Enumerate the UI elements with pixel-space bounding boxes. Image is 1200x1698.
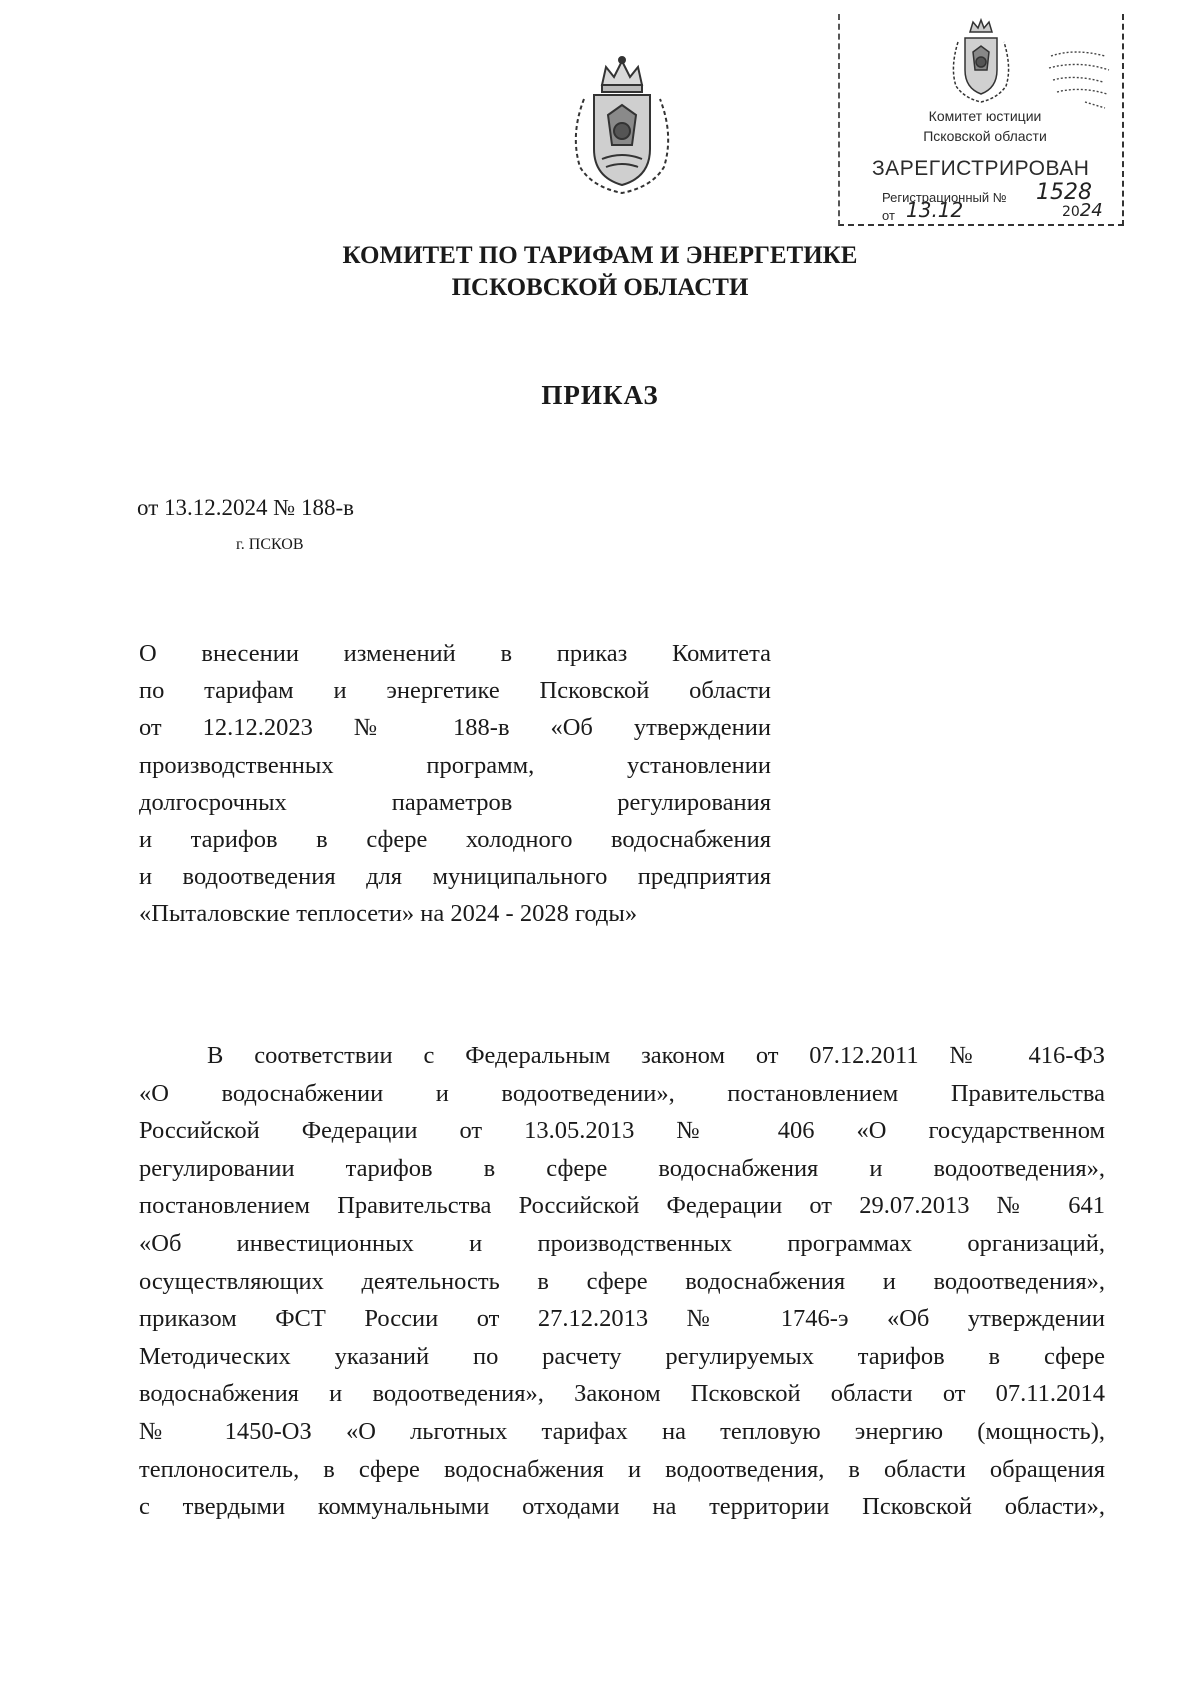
subject-line: долгосрочных параметров регулирования bbox=[139, 788, 771, 816]
body-line: теплоноситель, в сфере водоснабжения и водоотведения, в области обращения bbox=[139, 1455, 1105, 1483]
subject-line: и тарифов в сфере холодного водоснабжения bbox=[139, 825, 771, 853]
stamp-scribble-mark bbox=[1045, 44, 1113, 112]
stamp-reg-number: 1528 bbox=[1036, 180, 1092, 205]
stamp-date-label: от bbox=[882, 208, 895, 223]
body-line: Российской Федерации от 13.05.2013 № 406 «О государственном bbox=[139, 1117, 1105, 1145]
subject-line: и водоотведения для муниципального предприятия bbox=[139, 863, 771, 891]
body-line: № 1450-ОЗ «О льготных тарифах на тепловую энергию (мощность), bbox=[139, 1417, 1105, 1445]
stamp-date-value: 13.12 bbox=[906, 198, 964, 222]
subject-line: по тарифам и энергетике Псковской области bbox=[139, 677, 771, 705]
body-line: регулировании тарифов в сфере водоснабжения и водоотведения», bbox=[139, 1154, 1105, 1182]
body-line: осуществляющих деятельность в сфере водоснабжения и водоотведения», bbox=[139, 1267, 1105, 1295]
stamp-reg-label: Регистрационный № bbox=[882, 190, 1007, 205]
stamp-org-line2: Псковской области bbox=[923, 128, 1047, 144]
subject-line: от 12.12.2023 № 188-в «Об утверждении bbox=[139, 714, 771, 742]
body-line: В соответствии с Федеральным законом от 07.12.2011 № 416-ФЗ bbox=[207, 1042, 1105, 1069]
body-line: Методических указаний по расчету регулируемых тарифов в сфере bbox=[139, 1342, 1105, 1370]
subject-line: производственных программ, установлении bbox=[139, 751, 771, 779]
document-date-number: от 13.12.2024 № 188-в bbox=[137, 495, 354, 520]
org-title-line1: КОМИТЕТ ПО ТАРИФАМ И ЭНЕРГЕТИКЕ bbox=[342, 242, 858, 269]
stamp-org-line1: Комитет юстиции bbox=[928, 108, 1042, 124]
body-line: приказом ФСТ России от 27.12.2013 № 1746-э «Об утверждении bbox=[139, 1305, 1105, 1333]
organization-title bbox=[0, 240, 1200, 304]
body-line: «О водоснабжении и водоотведении», постановлением Правительства bbox=[139, 1079, 1105, 1107]
order-subject bbox=[139, 635, 771, 933]
stamp-year bbox=[1062, 200, 1103, 221]
body-line: постановлением Правительства Российской Федерации от 29.07.2013 № 641 bbox=[139, 1192, 1105, 1220]
stamp-year-prefix: 20 bbox=[1062, 204, 1080, 220]
subject-line: «Пыталовские теплосети» на 2024 - 2028 годы» bbox=[139, 900, 638, 928]
coat-of-arms-emblem bbox=[566, 55, 678, 197]
body-line: водоснабжения и водоотведения», Законом Псковской области от 07.11.2014 bbox=[139, 1380, 1105, 1408]
subject-line: О внесении изменений в приказ Комитета bbox=[139, 640, 771, 667]
document-city: г. ПСКОВ bbox=[236, 536, 304, 553]
body-line: «Об инвестиционных и производственных программах организаций, bbox=[139, 1229, 1105, 1257]
stamp-year-value: 24 bbox=[1079, 200, 1103, 221]
order-body-paragraph bbox=[139, 1037, 1105, 1526]
org-title-line2: ПСКОВСКОЙ ОБЛАСТИ bbox=[451, 274, 749, 301]
registration-stamp bbox=[838, 14, 1124, 226]
body-line: с твердыми коммунальными отходами на территории Псковской области», bbox=[139, 1493, 1105, 1521]
document-type-heading: ПРИКАЗ bbox=[541, 380, 659, 410]
stamp-emblem bbox=[948, 18, 1014, 104]
stamp-status: ЗАРЕГИСТРИРОВАН bbox=[872, 157, 1090, 180]
